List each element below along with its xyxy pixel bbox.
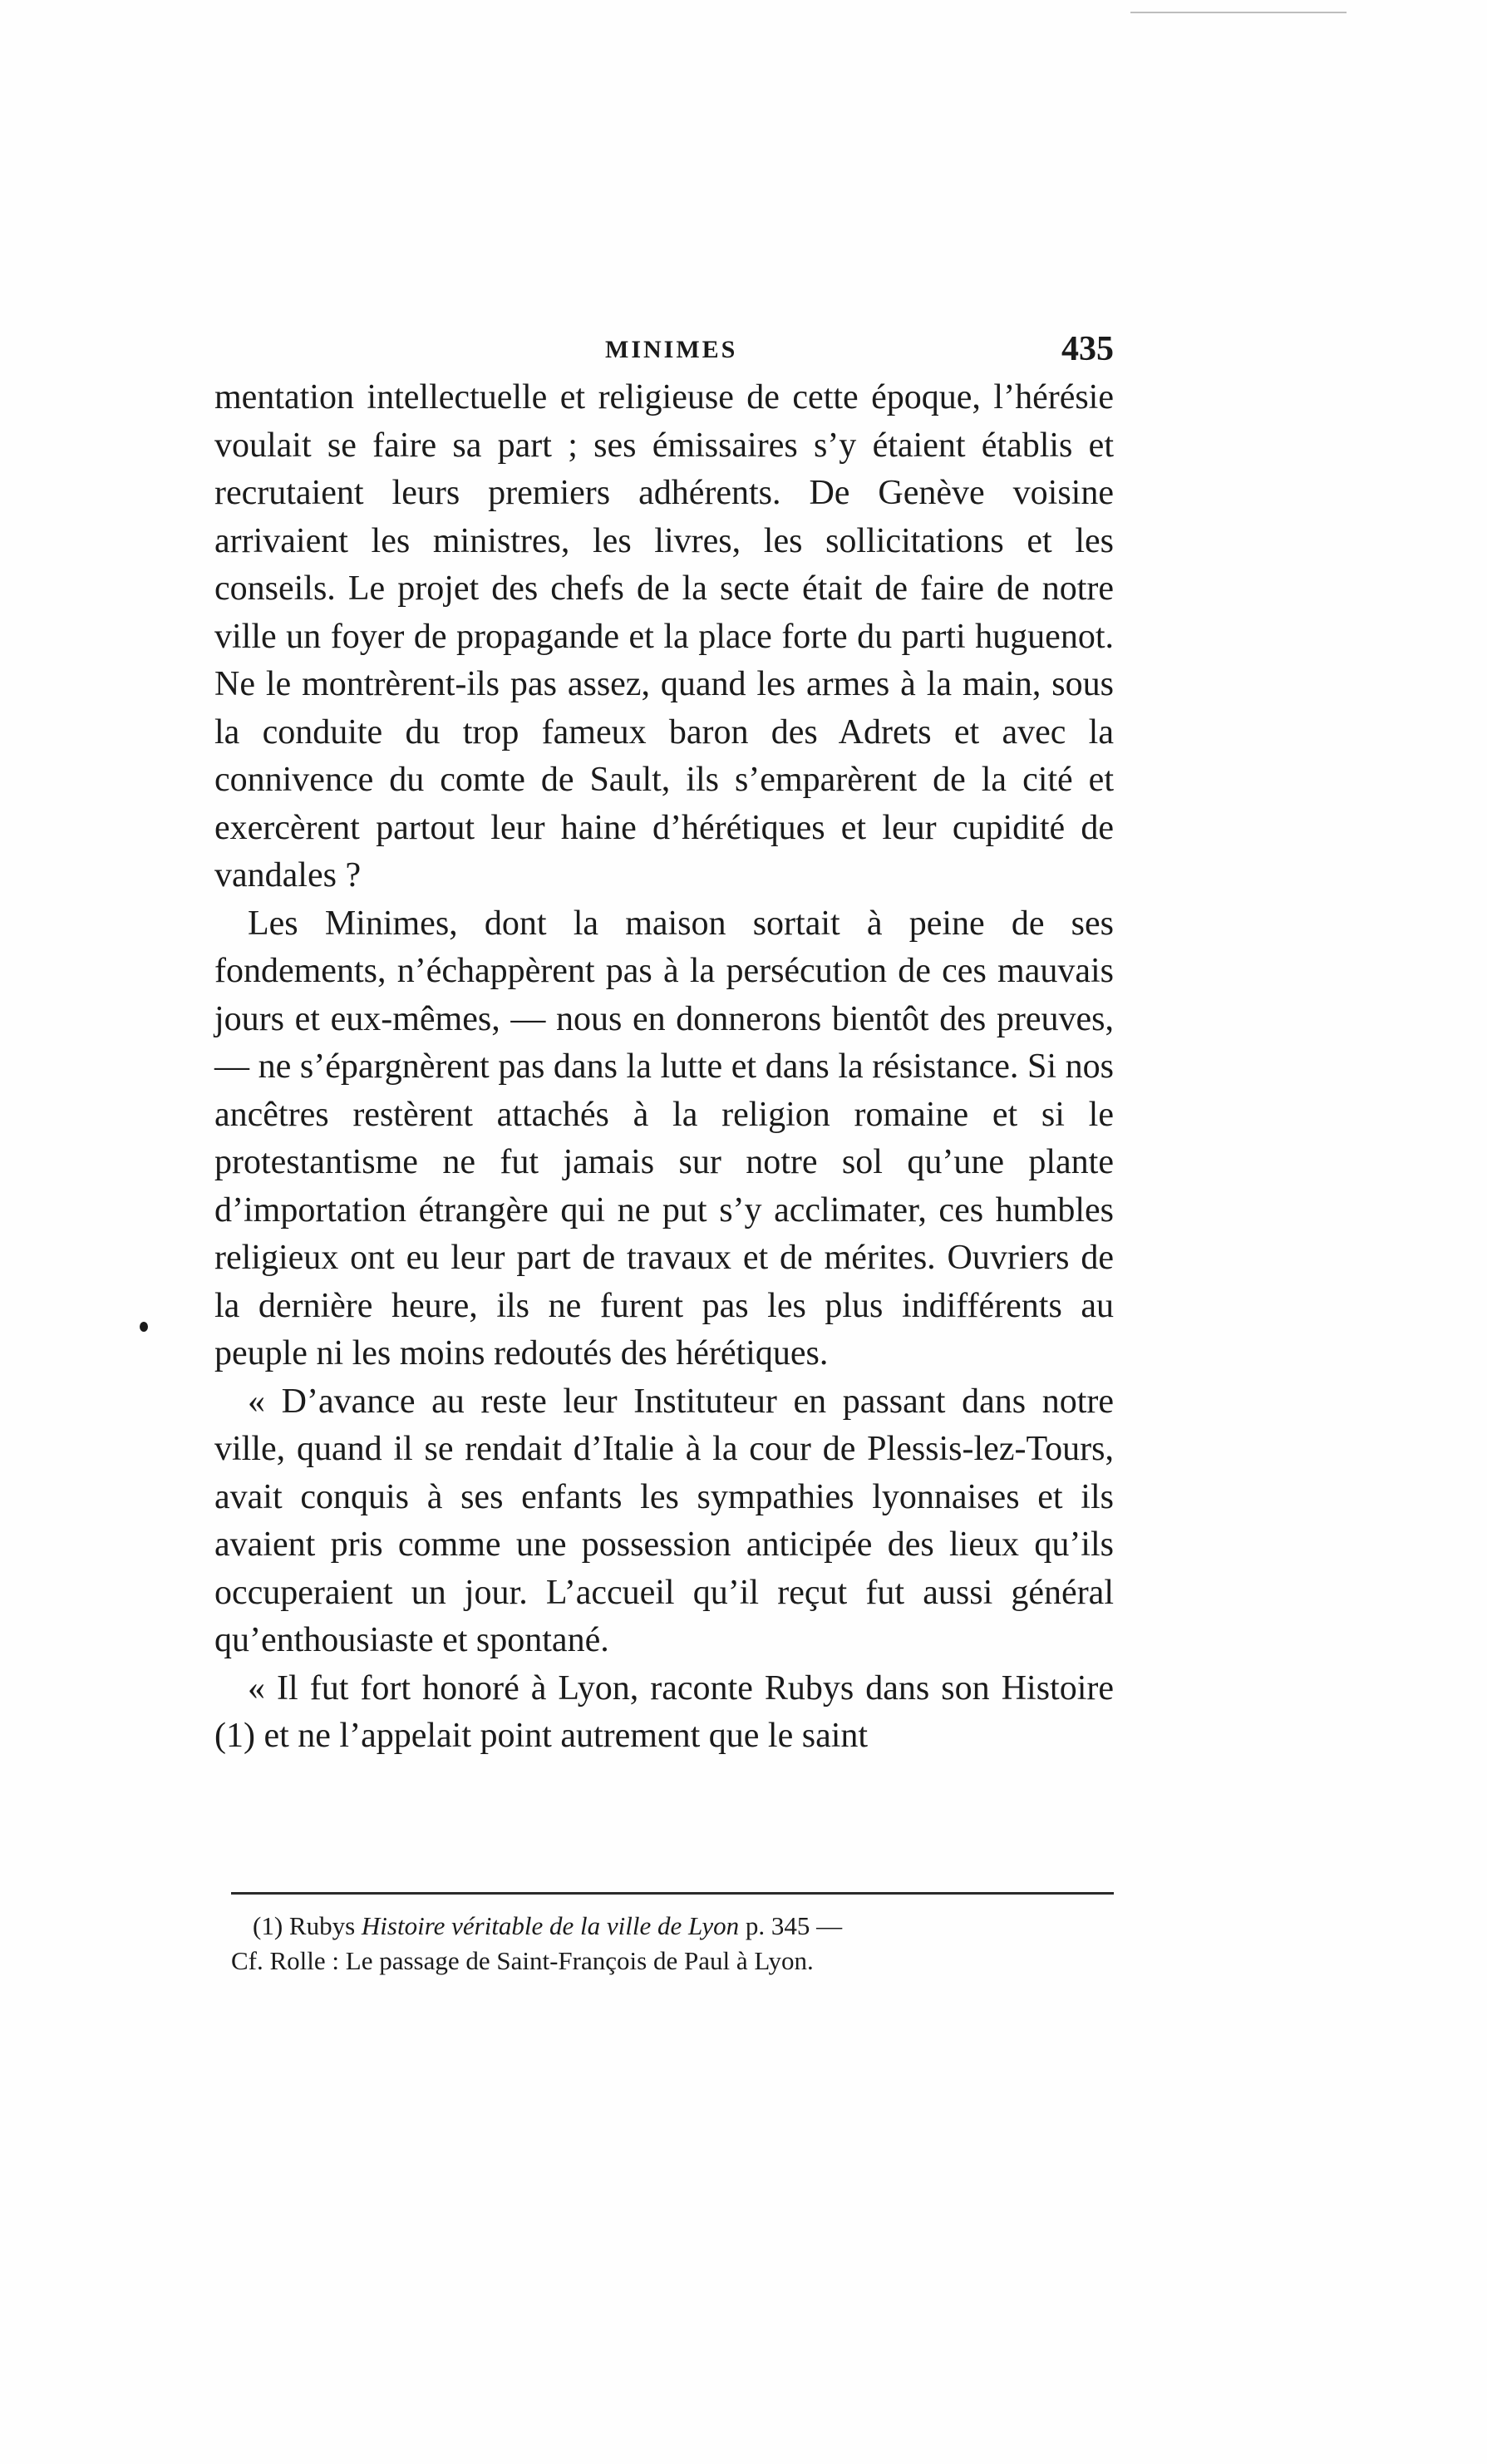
ink-speck [140,1322,148,1332]
paragraph-4: « Il fut fort honoré à Lyon, raconte Rubys dans son Histoire (1) et ne l’appelait point autrement que le saint [214,1668,1114,1755]
paragraph-2: Les Minimes, dont la maison sortait à peine de ses fondements, n’échappèrent pas à la persécution de ces mauvais jours et eux-mêmes, — nous en donnerons bientôt des preuves, — ne s’épargnèrent pas dans la lutte et dans la résistance. Si nos ancêtres restèrent attachés à la religion romaine et si le protestantisme ne fut jamais sur notre sol qu’une plante d’importation étrangère qui ne put s’y acclimater, ces humbles religieux ont eu leur part de travaux et de mérites. Ouvriers de la dernière heure, ils ne furent pas les plus indifférents au peuple ni les moins redoutés des hérétiques. [214,904,1114,1372]
page-number: 435 [1061,330,1114,368]
footnote-line-2: Cf. Rolle : Le passage de Saint-François de Paul à Lyon. [231,1946,814,1975]
paragraph-1: mentation intellectuelle et religieuse de cette époque, l’hérésie voulait se faire sa part ; ses émissaires s’y étaient établis et recrutaient leurs premiers adhérents. De Genève voisine arrivaient les ministres, les livres, les sollicitations et les conseils. Le projet des chefs de la secte était de faire de notre ville un foyer de propagande et la place forte du parti huguenot. Ne le montrèrent-ils pas assez, quand les armes à la main, sous la conduite du trop fameux baron des Adrets et avec la connivence du comte de Sault, ils s’emparèrent de la cité et exercèrent partout leur haine d’hérétiques et leur cupidité de vandales ? [214,378,1114,894]
body-text [214,374,1114,1761]
running-title: MINIMES [605,336,738,363]
footnote-separator [231,1892,1114,1895]
footnote-work-title: Histoire véritable de la ville de Lyon [361,1911,740,1940]
page-header [214,329,1114,371]
paragraph-3: « D’avance au reste leur Instituteur en passant dans notre ville, quand il se rendait d’Italie à la cour de Plessis-lez-Tours, avait conquis à ses enfants les sympathies lyonnaises et ils avaient pris comme une possession anticipée des lieux qu’ils occuperaient un jour. L’accueil qu’il reçut fut aussi général qu’enthousiaste et spontané. [214,1382,1114,1659]
top-edge-rule [1130,12,1347,13]
footnote-line-1 [231,1909,1114,1944]
footnotes [231,1909,1114,1979]
footnote-author: Rubys [288,1911,356,1940]
footnote-page-ref: p. 345 — [745,1911,843,1940]
footnote-marker: (1) [253,1911,283,1940]
